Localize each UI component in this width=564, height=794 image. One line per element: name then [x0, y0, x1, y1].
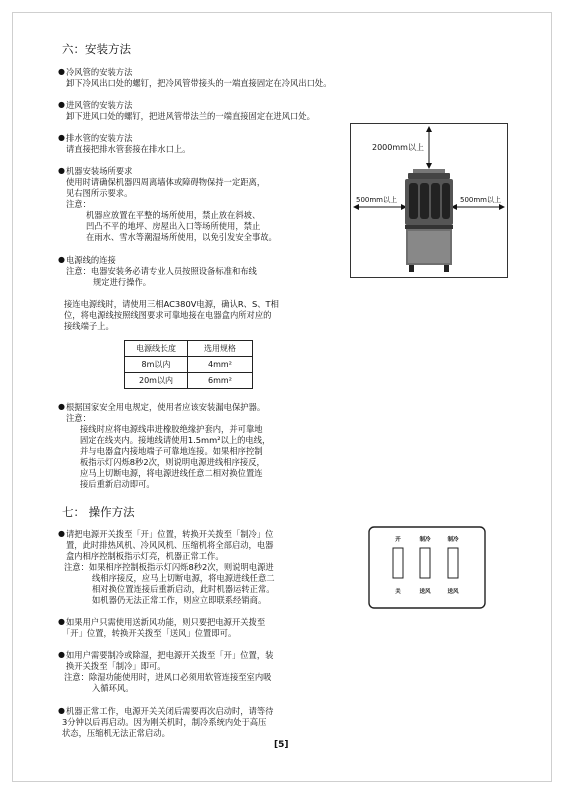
bullet: ● [58, 650, 65, 659]
switch-1-bottom-label: 关 [395, 589, 401, 595]
item-line: 板指示灯闪烁8秒2次，则说明电源进线相序接反， [80, 457, 265, 467]
item-line: 「开」位置，转换开关拨至「送风」位置即可。 [62, 628, 237, 638]
item-line: 注意： [66, 199, 91, 209]
item-line: 线相序接反，应马上切断电源，将电源进线任意二 [92, 573, 275, 583]
item-line: 机器应放置在平整的场所使用，禁止放在斜坡、 [86, 210, 261, 220]
power-para-line: 接线端子上。 [64, 321, 114, 331]
table-row [125, 357, 253, 373]
item-line: 机器正常工作，电源开关关闭后需要再次启动时，请等待 [66, 706, 274, 716]
table-header: 选用规格 [188, 341, 253, 357]
item-line: 接后重新启动即可。 [80, 479, 155, 489]
table-header-row [125, 341, 253, 357]
item-line: 见右图所示要求。 [66, 188, 133, 198]
item-line: 接线时应将电源线串进橡胶绝缘护套内，并可靠地 [80, 424, 263, 434]
item-line: 凹凸不平的地坪、房屋出入口等场所使用，禁止 [86, 221, 261, 231]
bullet: ● [58, 100, 65, 109]
switch-1-top-label: 开 [395, 537, 401, 543]
section-6-title: 六：安装方法 [62, 42, 131, 56]
item-line: 如机器仍无法正常工作，则应立即联系经销商。 [92, 595, 267, 605]
left-clearance-label: 500mm以上 [356, 196, 397, 204]
item-line: 盒内相序控制板指示灯亮，机器正常工作。 [66, 551, 224, 561]
item-line: 如用户需要制冷或除湿，把电源开关拨至「开」位置，装 [66, 650, 274, 660]
item-line: 置，此时排热风机、冷风风机、压缩机将全部启动，电器 [66, 540, 274, 550]
bullet: ● [58, 255, 65, 264]
item-line: 使用时请确保机器四周离墙体或障碍物保持一定距离， [66, 177, 266, 187]
power-para-line: 位，将电源线按照线图要求可靠地接在电器盒内所对应的 [64, 310, 272, 320]
item-head: 冷风管的安装方法 [66, 67, 133, 77]
item-line: 注意：如果相序控制板指示灯闪烁8秒2次，则说明电源进 [64, 562, 274, 572]
item-head: 进风管的安装方法 [66, 100, 133, 110]
mode-switch-2 [448, 548, 458, 578]
bullet: ● [58, 402, 65, 411]
table-header: 电源线长度 [125, 341, 188, 357]
switch-3-top-label: 制冷 [447, 537, 459, 543]
section-7-title: 七： 操作方法 [62, 505, 135, 519]
right-clearance-label: 500mm以上 [460, 196, 501, 204]
bullet: ● [58, 67, 65, 76]
item-line: 3分钟以后再启动。因为刚关机时，制冷系统内处于高压 [62, 717, 267, 727]
switch-2-bottom-label: 送风 [419, 589, 431, 595]
table-cell: 4mm² [188, 357, 253, 373]
item-line: 入循环风。 [92, 683, 134, 693]
table-row [125, 373, 253, 389]
item-line: 卸下冷风出口处的螺钉，把冷风管带接头的一端直接固定在冷风出口处。 [66, 78, 332, 88]
item-line: 状态，压缩机无法正常启动。 [62, 728, 170, 738]
item-line: 应马上切断电源，将电源进线任意二相对换位置连 [80, 468, 263, 478]
bullet: ● [58, 617, 65, 626]
item-line: 换开关拨至「制冷」即可。 [66, 661, 166, 671]
power-switch [393, 548, 403, 578]
bullet: ● [58, 133, 65, 142]
page-number: [5] [274, 740, 289, 750]
item-line: 固定在线夹内。接地线请使用1.5mm²以上的电线， [80, 435, 271, 445]
item-line: 请直接把排水管套接在排水口上。 [66, 144, 191, 154]
power-cable-table [124, 340, 253, 389]
switch-panel-diagram [368, 526, 486, 609]
item-line: 相对换位置连接后重新启动，此时机器运转正常。 [92, 584, 275, 594]
item-line: 规定进行操作。 [93, 277, 152, 287]
item-line: 注意： [66, 413, 91, 423]
item-head: 根据国家安全用电规定，使用者应该安装漏电保护器。 [66, 402, 266, 412]
power-para-line: 接连电源线时，请使用三相AC380V电源，确认R、S、T相 [64, 299, 279, 309]
top-clearance-label: 2000mm以上 [372, 143, 424, 152]
switch-2-top-label: 制冷 [419, 537, 431, 543]
table-cell: 6mm² [188, 373, 253, 389]
bullet: ● [58, 529, 65, 538]
item-head: 机器安装场所要求 [66, 166, 133, 176]
bullet: ● [58, 706, 65, 715]
item-line: 请把电源开关拨至「开」位置，转换开关拨至「制冷」位 [66, 529, 274, 539]
item-head: 排水管的安装方法 [66, 133, 133, 143]
item-line: 注意：电器安装务必请专业人员按照设备标准和布线 [66, 266, 257, 276]
switch-3-bottom-label: 送风 [447, 589, 459, 595]
item-head: 电源线的连接 [66, 255, 116, 265]
item-line: 卸下进风口处的螺钉，把进风管带法兰的一端直接固定在进风口处。 [66, 111, 315, 121]
item-line: 并与电器盒内接地端子可靠地连接。如果相序控制 [80, 446, 263, 456]
clearance-diagram [350, 123, 508, 278]
item-line: 如果用户只需使用送新风功能，则只要把电源开关拨至 [66, 617, 266, 627]
air-cooler-unit [405, 169, 453, 272]
table-cell: 20m以内 [125, 373, 188, 389]
bullet: ● [58, 166, 65, 175]
item-line: 在雨水、雪水等潮湿场所使用，以免引发安全事故。 [86, 232, 277, 242]
table-cell: 8m以内 [125, 357, 188, 373]
item-line: 注意：除湿功能使用时，进风口必须用软管连接至室内吸 [64, 672, 272, 682]
mode-switch-1 [420, 548, 430, 578]
